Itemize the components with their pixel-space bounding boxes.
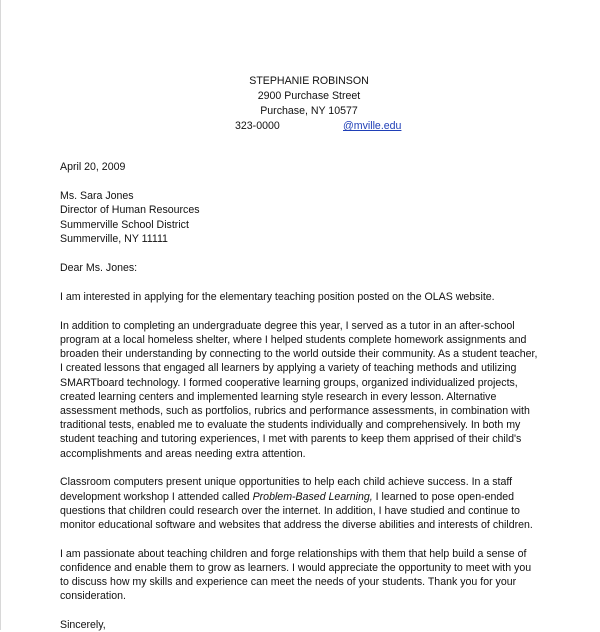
paragraph-intro xyxy=(60,290,580,304)
paragraph-passion xyxy=(60,547,580,604)
paragraph-experience xyxy=(60,319,580,461)
salutation: Dear Ms. Jones: xyxy=(60,261,138,274)
sender-email-link[interactable]: @mville.edu xyxy=(343,120,402,132)
sender-city: Purchase, NY 10577 xyxy=(260,105,358,117)
paragraph-technology xyxy=(60,475,580,532)
paragraph-line: I am interested in applying for the elementary teaching position posted on the OLAS website. xyxy=(60,291,495,304)
recipient-city: Summerville, NY 11111 xyxy=(60,232,168,245)
paragraph-line: student teaching and tutoring experiences, I met with parents to keep them apprised of their child's xyxy=(60,433,522,446)
recipient-name: Ms. Sara Jones xyxy=(60,190,134,203)
recipient-title: Director of Human Resources xyxy=(60,204,200,217)
paragraph-line: I created lessons that engaged all learners by applying a variety of teaching methods and utilizing xyxy=(60,362,517,375)
paragraph-line: questions that children could research over the internet. In addition, I have studied and continue to xyxy=(60,504,520,517)
paragraph-line: broaden their understanding by connecting to the world outside their community. As a student teacher, xyxy=(60,348,538,361)
paragraph-line: assessment methods, such as portfolios, rubrics and performance assessments, in combination with xyxy=(60,405,530,418)
paragraph-line: SMARTboard technology. I formed cooperative learning groups, organized individualized projects, xyxy=(60,376,518,389)
paragraph-line: monitor educational software and websites that address the diverse abilities and interests of children. xyxy=(60,519,533,531)
paragraph-line: to discuss how my skills and experience can meet the needs of your students. Thank you for your xyxy=(60,576,517,589)
recipient-block xyxy=(60,189,580,246)
sender-name: STEPHANIE ROBINSON xyxy=(249,75,369,87)
paragraph-line: Classroom computers present unique opportunities to help each child achieve success. In a staff xyxy=(60,476,513,489)
closing: Sincerely, xyxy=(60,619,106,632)
paragraph-line-with-italic xyxy=(60,490,580,504)
sender-phone: 323-0000 xyxy=(235,120,280,132)
paragraph-line: consideration. xyxy=(60,590,126,603)
sender-street: 2900 Purchase Street xyxy=(257,90,361,102)
recipient-organization: Summerville School District xyxy=(60,218,189,231)
paragraph-text: development workshop I attended called xyxy=(60,490,253,503)
sender-header xyxy=(1,74,600,134)
paragraph-line: accomplishments and areas needing extra attention. xyxy=(60,447,306,460)
paragraph-line: In addition to completing an undergraduate degree this year, I served as a tutor in an after-school xyxy=(60,319,515,332)
sender-contact xyxy=(1,119,600,134)
paragraph-line: I am passionate about teaching children and forge relationships with them that help build a sense of xyxy=(60,547,527,560)
workshop-title: Problem-Based Learning, xyxy=(252,490,373,503)
paragraph-line: traditional tests, enabled me to evaluate the students individually and comprehensively. In both my xyxy=(60,419,521,432)
letter-date: April 20, 2009 xyxy=(60,161,126,173)
letter-body xyxy=(60,160,580,632)
paragraph-line: program at a local homeless shelter, where I helped students complete homework assignments and xyxy=(60,334,527,347)
paragraph-line: created learning centers and implemented learning style research in every lesson. Alternative xyxy=(60,390,497,403)
paragraph-text: I learned to pose open-ended xyxy=(372,490,515,503)
paragraph-line: confidence and enable them to grow as learners. I would appreciate the opportunity to meet with you xyxy=(60,561,532,574)
